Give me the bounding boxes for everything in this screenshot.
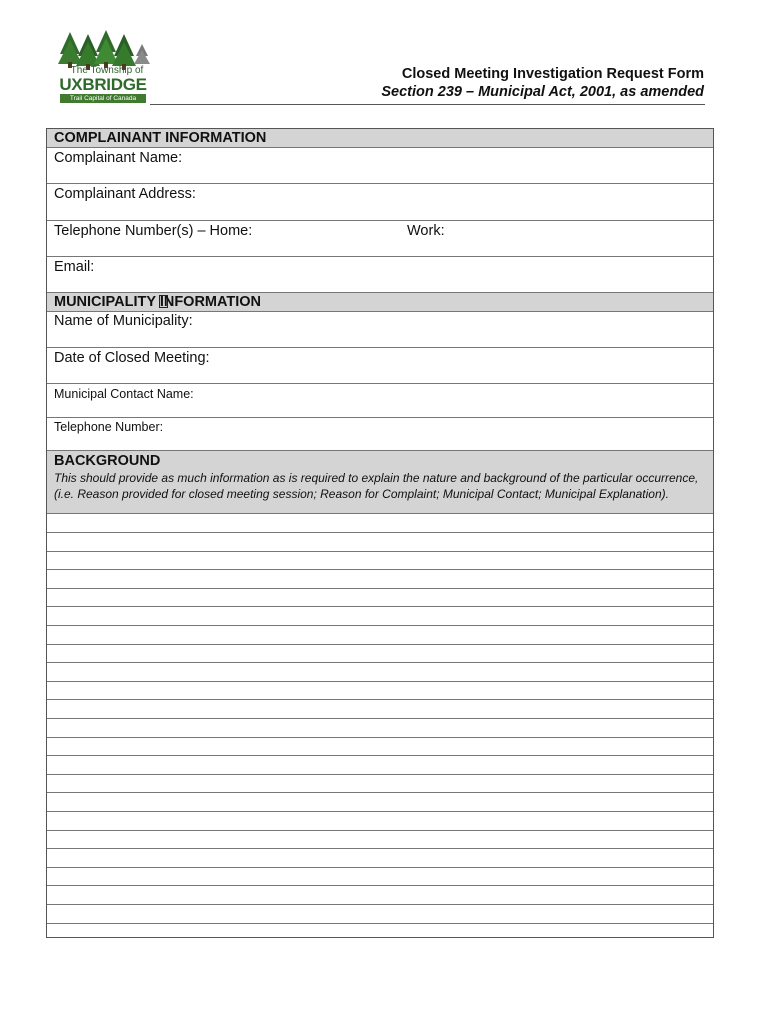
- writing-line[interactable]: [47, 811, 713, 812]
- complainant-section-title: COMPLAINANT INFORMATION: [54, 130, 267, 146]
- municipal-phone-label: Telephone Number:: [54, 420, 164, 434]
- complainant-address-label: Complainant Address:: [54, 186, 196, 202]
- work-phone-label: Work:: [407, 223, 445, 239]
- form-title-block: [381, 66, 704, 101]
- writing-line[interactable]: [47, 737, 713, 738]
- background-section-title: BACKGROUND: [54, 453, 161, 469]
- municipal-contact-field[interactable]: [47, 384, 713, 418]
- municipality-name-label: Name of Municipality:: [54, 313, 193, 329]
- writing-line[interactable]: [47, 792, 713, 793]
- writing-line[interactable]: [47, 644, 713, 645]
- complainant-name-field[interactable]: [47, 129, 713, 184]
- writing-line[interactable]: [47, 532, 713, 533]
- complainant-address-field[interactable]: [47, 184, 713, 221]
- writing-line[interactable]: [47, 681, 713, 682]
- municipal-phone-field[interactable]: [47, 418, 713, 451]
- title-divider: [150, 104, 705, 105]
- writing-line[interactable]: [47, 904, 713, 905]
- municipality-title-part: INFORMATION: [159, 294, 262, 310]
- meeting-date-label: Date of Closed Meeting:: [54, 350, 210, 366]
- home-phone-label: Telephone Number(s) – Home:: [54, 223, 253, 239]
- request-form: [46, 128, 714, 938]
- email-label: Email:: [54, 259, 95, 275]
- writing-line[interactable]: [47, 885, 713, 886]
- municipality-section-header: [47, 293, 713, 312]
- writing-line[interactable]: [47, 830, 713, 831]
- form-subtitle: Section 239 – Municipal Act, 2001, as amended: [381, 84, 704, 100]
- complainant-email-field[interactable]: [47, 257, 713, 293]
- writing-line[interactable]: [47, 551, 713, 552]
- writing-line[interactable]: [47, 774, 713, 775]
- writing-line[interactable]: [47, 718, 713, 719]
- complainant-phone-field[interactable]: [47, 221, 713, 257]
- complainant-name-label: Complainant Name:: [54, 150, 183, 166]
- writing-line[interactable]: [47, 606, 713, 607]
- municipality-name-field[interactable]: [47, 312, 713, 348]
- meeting-date-field[interactable]: [47, 348, 713, 384]
- writing-line[interactable]: [47, 588, 713, 589]
- background-section-header: [47, 451, 713, 514]
- municipality-title-part: MUNICIPALITY: [54, 294, 160, 310]
- logo-text-uxbridge: UXBRIDGE: [59, 75, 147, 94]
- background-description: This should provide as much information as is required to explain the nature and background of the particular occurrence, (i.e. Reason provided for closed meeting session; Reason for Complaint; Municipal Contact; Municipal Explanation).: [54, 471, 699, 501]
- writing-line[interactable]: [47, 848, 713, 849]
- writing-line[interactable]: [47, 662, 713, 663]
- writing-line[interactable]: [47, 569, 713, 570]
- logo-text-tagline: Trail Capital of Canada: [60, 94, 146, 103]
- municipality-section-title: [54, 294, 261, 310]
- township-logo: [56, 28, 154, 106]
- municipal-contact-label: Municipal Contact Name:: [54, 387, 194, 401]
- writing-line[interactable]: [47, 699, 713, 700]
- writing-line[interactable]: [47, 867, 713, 868]
- writing-line[interactable]: [47, 755, 713, 756]
- logo-text-township: The Township of: [70, 65, 144, 76]
- writing-line[interactable]: [47, 923, 713, 924]
- form-title: Closed Meeting Investigation Request Form: [401, 66, 704, 82]
- writing-line[interactable]: [47, 625, 713, 626]
